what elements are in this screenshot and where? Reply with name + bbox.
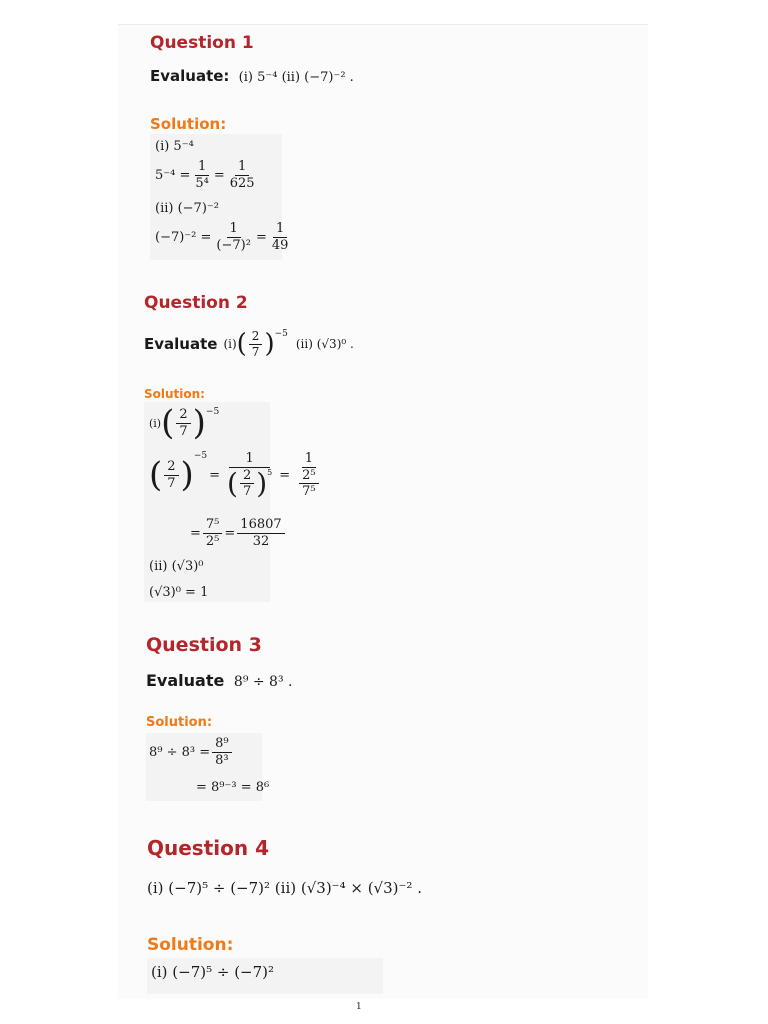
question-4-expression: (i) (−7)⁵ ÷ (−7)² (ii) (√3)⁻⁴ × (√3)⁻² . — [147, 879, 422, 897]
q3-l1-fraction — [212, 737, 231, 767]
question-2-solution-line-4: (ii) (√3)⁰ — [149, 559, 204, 574]
q2-l2-f2-inner-num: 2⁵ — [299, 469, 318, 485]
question-1-expression: (i) 5⁻⁴ (ii) (−7)⁻² . — [238, 70, 354, 85]
q2-expr-fraction — [249, 330, 263, 358]
q2-l2-f2-inner-fraction — [299, 469, 318, 499]
q2-l2-f1-inner-den: 7 — [242, 484, 252, 500]
q1-l4-f2-num: 1 — [273, 222, 287, 238]
q1-l4-fraction-2 — [269, 222, 292, 252]
q2-l1-i: (i) — [149, 416, 162, 430]
q2-expr-exponent: −5 — [274, 329, 288, 339]
question-3-prompt — [146, 673, 292, 689]
q2-l2-f1-inner-fraction — [240, 469, 254, 499]
question-2-title: Question 2 — [144, 293, 248, 313]
question-2-prompt-label: Evaluate — [144, 334, 218, 353]
question-2-solution-line-3 — [190, 518, 287, 548]
q2-l3-f1-num: 7⁵ — [203, 518, 222, 534]
q2-l2-f1-den — [224, 468, 275, 499]
q1-l2-f1-num: 1 — [195, 160, 209, 176]
q2-l2-f1-exp: 5 — [267, 467, 273, 477]
q2-l2-num: 2 — [164, 460, 178, 476]
q2-expr-i: (i) — [223, 337, 237, 352]
question-1-prompt-label: Evaluate: — [150, 67, 230, 85]
q2-l1-paren-open: ( — [161, 403, 175, 443]
q1-l4-lhs: (−7)⁻² = — [155, 229, 212, 245]
q2-l3-fraction-2 — [237, 518, 284, 548]
question-1-solution-line-1: (i) 5⁻⁴ — [155, 139, 194, 154]
q2-l3-eq-1: = — [190, 525, 201, 541]
question-1-solution-line-3: (ii) (−7)⁻² — [155, 201, 219, 216]
q2-l2-paren-close: ) — [180, 455, 194, 496]
q1-l4-equals: = — [255, 229, 267, 245]
question-4-title: Question 4 — [147, 836, 269, 860]
q2-l3-f2-den: 32 — [252, 533, 270, 549]
q2-l2-f2-den — [294, 468, 323, 499]
q1-l2-lhs: 5⁻⁴ = — [155, 167, 191, 183]
question-2-solution-line-2 — [149, 452, 326, 499]
q1-l4-f1-num: 1 — [227, 222, 241, 238]
question-3-prompt-label: Evaluate — [146, 671, 225, 690]
q2-l3-f1-den: 2⁵ — [205, 533, 220, 549]
q2-l2-eq-2: = — [279, 467, 291, 483]
question-3-expression: 8⁹ ÷ 8³ . — [233, 674, 293, 690]
q2-l2-paren-open: ( — [149, 455, 163, 496]
q1-l2-equals: = — [213, 167, 225, 183]
q1-l2-f2-den: 625 — [229, 175, 255, 191]
question-1-title: Question 1 — [150, 33, 254, 53]
q2-l2-f1-num: 1 — [229, 452, 269, 468]
question-3-solution-line-2: = 8⁹⁻³ = 8⁶ — [196, 780, 270, 795]
q2-l3-fraction-1 — [203, 518, 222, 548]
q1-l2-fraction-1 — [192, 160, 211, 190]
question-4-solution-line-1: (i) (−7)⁵ ÷ (−7)² — [151, 963, 275, 981]
question-1-solution-line-4 — [155, 222, 293, 252]
q2-expr-paren-open: ( — [236, 329, 247, 360]
question-2-solution-line-5: (√3)⁰ = 1 — [149, 585, 209, 600]
q3-l1-num: 8⁹ — [212, 737, 231, 753]
q2-l2-fraction — [164, 460, 178, 490]
q1-l4-f2-den: 49 — [271, 237, 289, 253]
question-2-prompt — [144, 330, 354, 358]
question-1-prompt — [150, 69, 354, 84]
q2-expr-frac-den: 7 — [251, 344, 260, 359]
question-3-solution-label: Solution: — [146, 715, 213, 730]
q2-l2-f1-paren-open: ( — [227, 467, 238, 501]
question-1-solution-label: Solution: — [150, 115, 227, 133]
q2-l1-num: 2 — [176, 408, 190, 424]
q1-l2-fraction-2 — [227, 160, 258, 190]
q2-l1-den: 7 — [179, 423, 188, 439]
q2-l2-exp: −5 — [193, 451, 208, 461]
q1-l4-f1-den: (−7)² — [216, 237, 251, 253]
q2-l2-f2-inner-den: 7⁵ — [302, 484, 316, 500]
question-3-solution-line-1 — [149, 737, 234, 767]
q3-l1-lhs: 8⁹ ÷ 8³ = — [149, 744, 211, 760]
q2-l2-eq-1: = — [209, 467, 220, 483]
q3-l1-den: 8³ — [215, 752, 229, 768]
q2-l2-f2-num: 1 — [302, 452, 316, 468]
q2-l2-fraction-complex — [224, 452, 275, 499]
question-2-solution-line-1 — [149, 403, 220, 443]
q1-l2-f2-num: 1 — [235, 160, 249, 176]
q2-l1-paren-close: ) — [192, 403, 206, 443]
q2-l2-f1-paren-close: ) — [256, 467, 268, 501]
question-2-solution-label: Solution: — [144, 387, 205, 401]
q2-l3-f2-num: 16807 — [237, 518, 284, 534]
q2-l1-exp: −5 — [205, 407, 220, 417]
q2-l2-den: 7 — [167, 475, 176, 491]
q2-expr-ii: (ii) (√3)⁰ . — [295, 337, 354, 352]
q1-l2-f1-den: 5⁴ — [195, 175, 209, 191]
q1-l4-fraction-1 — [213, 222, 254, 252]
q2-expr-frac-num: 2 — [249, 330, 263, 345]
question-4-solution-label: Solution: — [147, 935, 234, 955]
question-1-solution-line-2 — [155, 160, 260, 190]
question-3-title: Question 3 — [146, 634, 262, 656]
q2-l1-fraction — [176, 408, 190, 438]
q2-l3-eq-2: = — [224, 525, 236, 541]
q2-l2-f1-inner-num: 2 — [240, 469, 254, 485]
q2-l2-fraction-stacked — [294, 452, 323, 499]
page-number: 1 — [356, 1002, 362, 1012]
q2-expr-paren-close: ) — [264, 329, 275, 360]
